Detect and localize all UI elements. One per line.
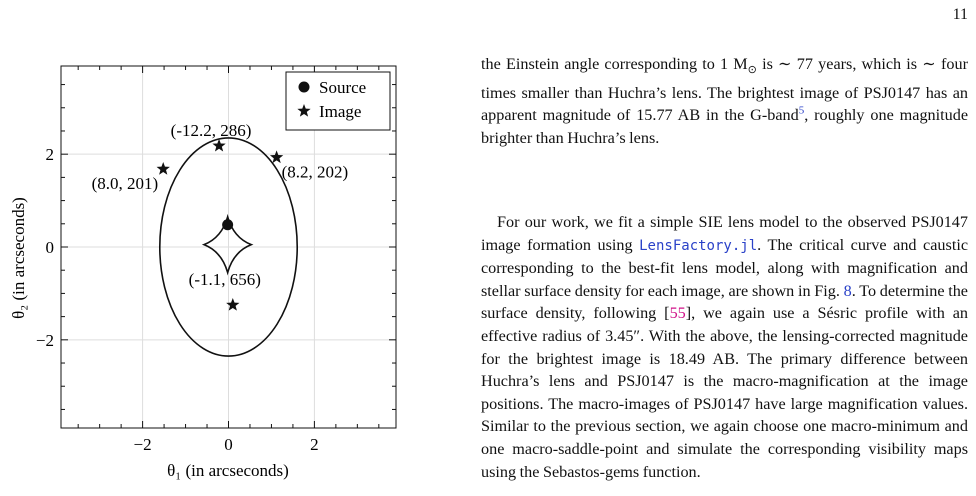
page-number: 11 [952,6,968,23]
image-label: (-1.1, 656) [188,270,261,290]
image-label: (8.0, 201) [91,174,159,194]
p1-text-b: is ∼ 77 years, which is ∼ four times smaller than Huchra’s lens. The brightest image of PSJ0147 has an apparent magnitude of 15.77 AB in the G-band [481,55,968,125]
lensfactory-link[interactable]: LensFactory.jl [639,237,758,254]
p1-text-a: the Einstein angle corresponding to 1 M [481,55,748,73]
y-axis-label: θ₂ (in arcseconds) [9,197,28,319]
legend-label: Image [319,102,362,121]
p2-text-c: . To determine the surface density, following [ [481,281,968,323]
x-tick-label: 0 [224,435,233,454]
paragraph-1 [481,53,968,150]
legend-label: Source [319,78,367,97]
p1-text-c: , roughly one magnitude brighter than Huchra’s lens. [481,106,969,148]
x-tick-label: −2 [133,435,152,454]
image-point [157,162,170,175]
p2-text-d: ], we again use a Sésric profile with an effective radius of 3.45″. With the above, the lensing-corrected magnitude for the brightest image is 18.49 AB. The primary difference between Huchra’s lens and PSJ0147 is the macro-magnification at the image positions. The macro-images of PSJ0147 have large magnification values. Similar to the previous section, we again choose one macro-minimum and one macro-saddle-point and simulate the corresponding visibility maps using the Sebastos-gems function. [481,304,968,481]
legend [286,72,390,130]
legend-source-marker [299,82,310,93]
figure-ref-link[interactable]: 8 [843,281,852,300]
p2-text-b: . The critical curve and caustic corresponding to the best-fit lens model, along with magnification and stellar surface density for each image, are shown in Fig. [481,235,969,300]
solar-symbol: ⊙ [747,64,757,77]
y-tick-label: 2 [45,145,54,165]
x-tick-label: 2 [310,435,319,454]
source-point [222,219,233,230]
image-label: (8.2, 202) [281,162,349,182]
image-label: (-12.2, 286) [170,120,252,140]
lens-figure [0,40,470,496]
footnote-link[interactable]: 5 [798,105,805,118]
paragraph-2 [481,211,968,483]
y-tick-label: 0 [45,238,54,257]
p2-text-a: For our work, we fit a simple SIE lens model to the observed PSJ0147 image formation using [481,213,968,254]
x-axis-label: θ₁ (in arcseconds) [167,461,289,480]
citation-link[interactable]: 55 [669,304,686,323]
y-tick-label: −2 [35,330,54,350]
